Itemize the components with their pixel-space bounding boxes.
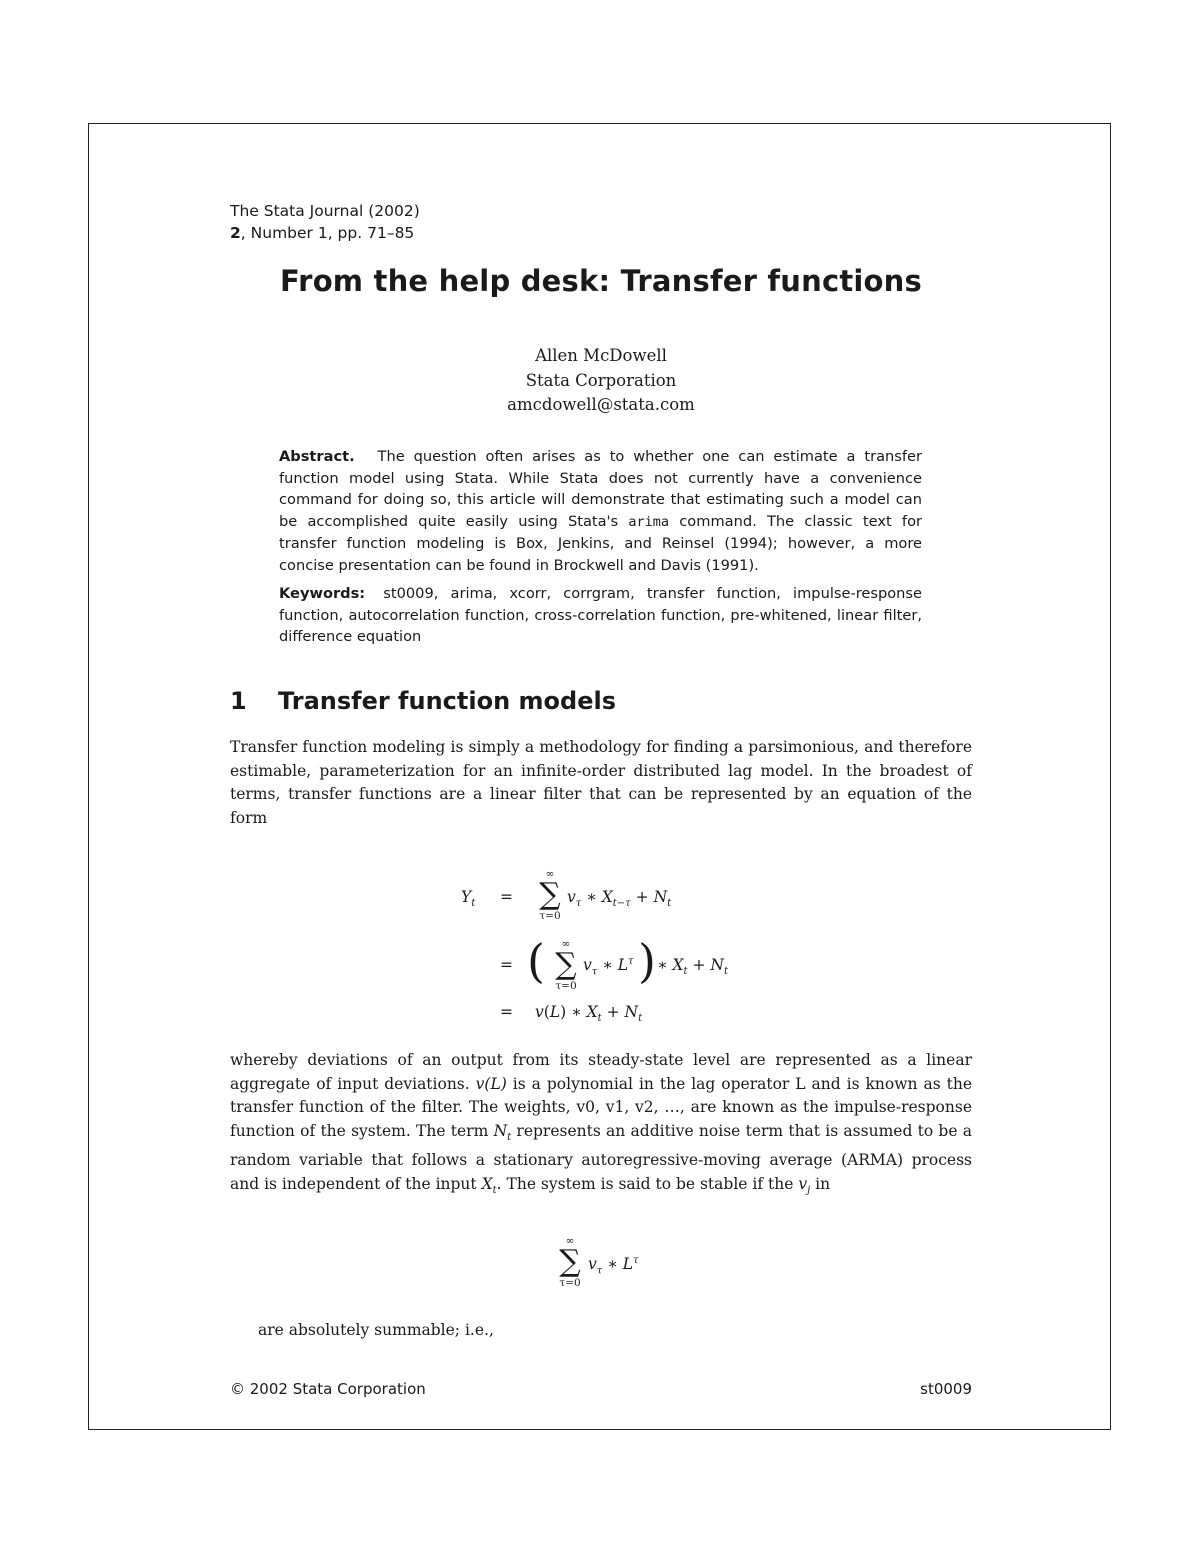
eq-rhs-3: v(L) ∗ $X_t + N_t$ bbox=[535, 1003, 643, 1025]
section-title: Transfer function models bbox=[278, 687, 616, 715]
para2-Xt: $X_t$ bbox=[481, 1174, 497, 1196]
para2-Nt: $N_t$ bbox=[493, 1121, 512, 1143]
eq-rhs-2b: ∗ $X_t + N_t$ bbox=[657, 956, 729, 978]
abstract-command: arima bbox=[628, 513, 670, 530]
journal-volume bbox=[230, 222, 420, 244]
eq-equals-1: = bbox=[500, 888, 513, 906]
eq-sum-2: ∞ ∑ τ=0 bbox=[555, 938, 577, 992]
para2-c: represents an additive noise term that is assumed to be a random variable that follows a stationary autoregressive-moving average (ARMA) process and is independent of the input bbox=[230, 1121, 973, 1193]
author-block bbox=[230, 344, 972, 418]
eq-equals-3: = bbox=[500, 1003, 513, 1021]
article-code: st0009 bbox=[920, 1380, 972, 1398]
author-email: amcdowell@stata.com bbox=[507, 395, 695, 414]
paragraph-explanation bbox=[230, 1049, 972, 1202]
section-heading bbox=[230, 687, 616, 715]
eq-paren-open: ( bbox=[527, 934, 545, 988]
para2-d: . The system is said to be stable if the bbox=[496, 1174, 794, 1193]
eq-paren-close: ) bbox=[638, 934, 656, 988]
eq-rhs-1: $v_\tau$ ∗ $X_{t-\tau} + N_t$ bbox=[567, 888, 672, 910]
eq-equals-2: = bbox=[500, 956, 513, 974]
issue-pages: , Number 1, pp. 71–85 bbox=[240, 224, 415, 242]
eq-sum-3: ∞ ∑ τ=0 bbox=[559, 1235, 581, 1289]
volume-number: 2 bbox=[230, 224, 241, 242]
para2-b: is a polynomial in the lag operator L and is known as the transfer function of the filter. The weights, v0, v1, v2, …, are known as the impulse-response function of the system. The term bbox=[230, 1074, 972, 1140]
para2-e: in bbox=[815, 1174, 831, 1193]
journal-info bbox=[230, 200, 420, 244]
abstract-text-b: command. The classic text for transfer function modeling is Box, Jenkins, and Reinsel (1994); however, a more concise presentation can be found in Brockwell and Davis (1991). bbox=[279, 512, 922, 574]
eq-lhs: $Y_t$ bbox=[461, 888, 476, 910]
para2-vL: v(L) bbox=[475, 1074, 507, 1093]
author-affiliation: Stata Corporation bbox=[525, 370, 677, 390]
paragraph-intro: Transfer function modeling is simply a methodology for finding a parsimonious, and therefore estimable, parameterization for an infinite-order distributed lag model. In the broadest of terms, transfer functions are a linear filter that can be represented by an equation of the form bbox=[230, 738, 972, 827]
abstract-text-a: The question often arises as to whether one can estimate a transfer function model using Stata. While Stata does not currently have a convenience command for doing so, this article will demonstrate that estimating such a model can be accomplished quite easily using Stata's bbox=[279, 448, 922, 530]
paragraph-summable: are absolutely summable; i.e., bbox=[258, 1321, 494, 1339]
keywords-text: st0009, arima, xcorr, corrgram, transfer function, impulse-response function, autocorrelation function, cross-correlation function, pre-whitened, linear filter, difference equation bbox=[279, 585, 923, 645]
author-name: Allen McDowell bbox=[535, 346, 667, 365]
abstract-label: Abstract. bbox=[279, 448, 355, 465]
para2-a: whereby deviations of an output from its steady-state level are represented as a linear aggregate of input deviations. bbox=[230, 1051, 972, 1093]
page-footer bbox=[230, 1380, 972, 1398]
abstract bbox=[279, 446, 922, 655]
eq-sum-1: ∞ ∑ τ=0 bbox=[539, 868, 561, 922]
eq-sum-term: $v_\tau$ ∗ $L^\tau$ bbox=[588, 1255, 639, 1277]
paper-title: From the help desk: Transfer functions bbox=[280, 264, 922, 298]
copyright: © 2002 Stata Corporation bbox=[230, 1380, 426, 1398]
keywords-label: Keywords: bbox=[279, 585, 366, 602]
section-number: 1 bbox=[230, 687, 247, 715]
para2-vj: $v_j$ bbox=[798, 1174, 811, 1196]
eq-rhs-2a: $v_\tau$ ∗ $L^\tau$ bbox=[583, 956, 634, 978]
journal-name: The Stata Journal (2002) bbox=[230, 202, 420, 220]
abstract-paragraph bbox=[279, 446, 922, 576]
keywords-paragraph bbox=[279, 583, 922, 648]
